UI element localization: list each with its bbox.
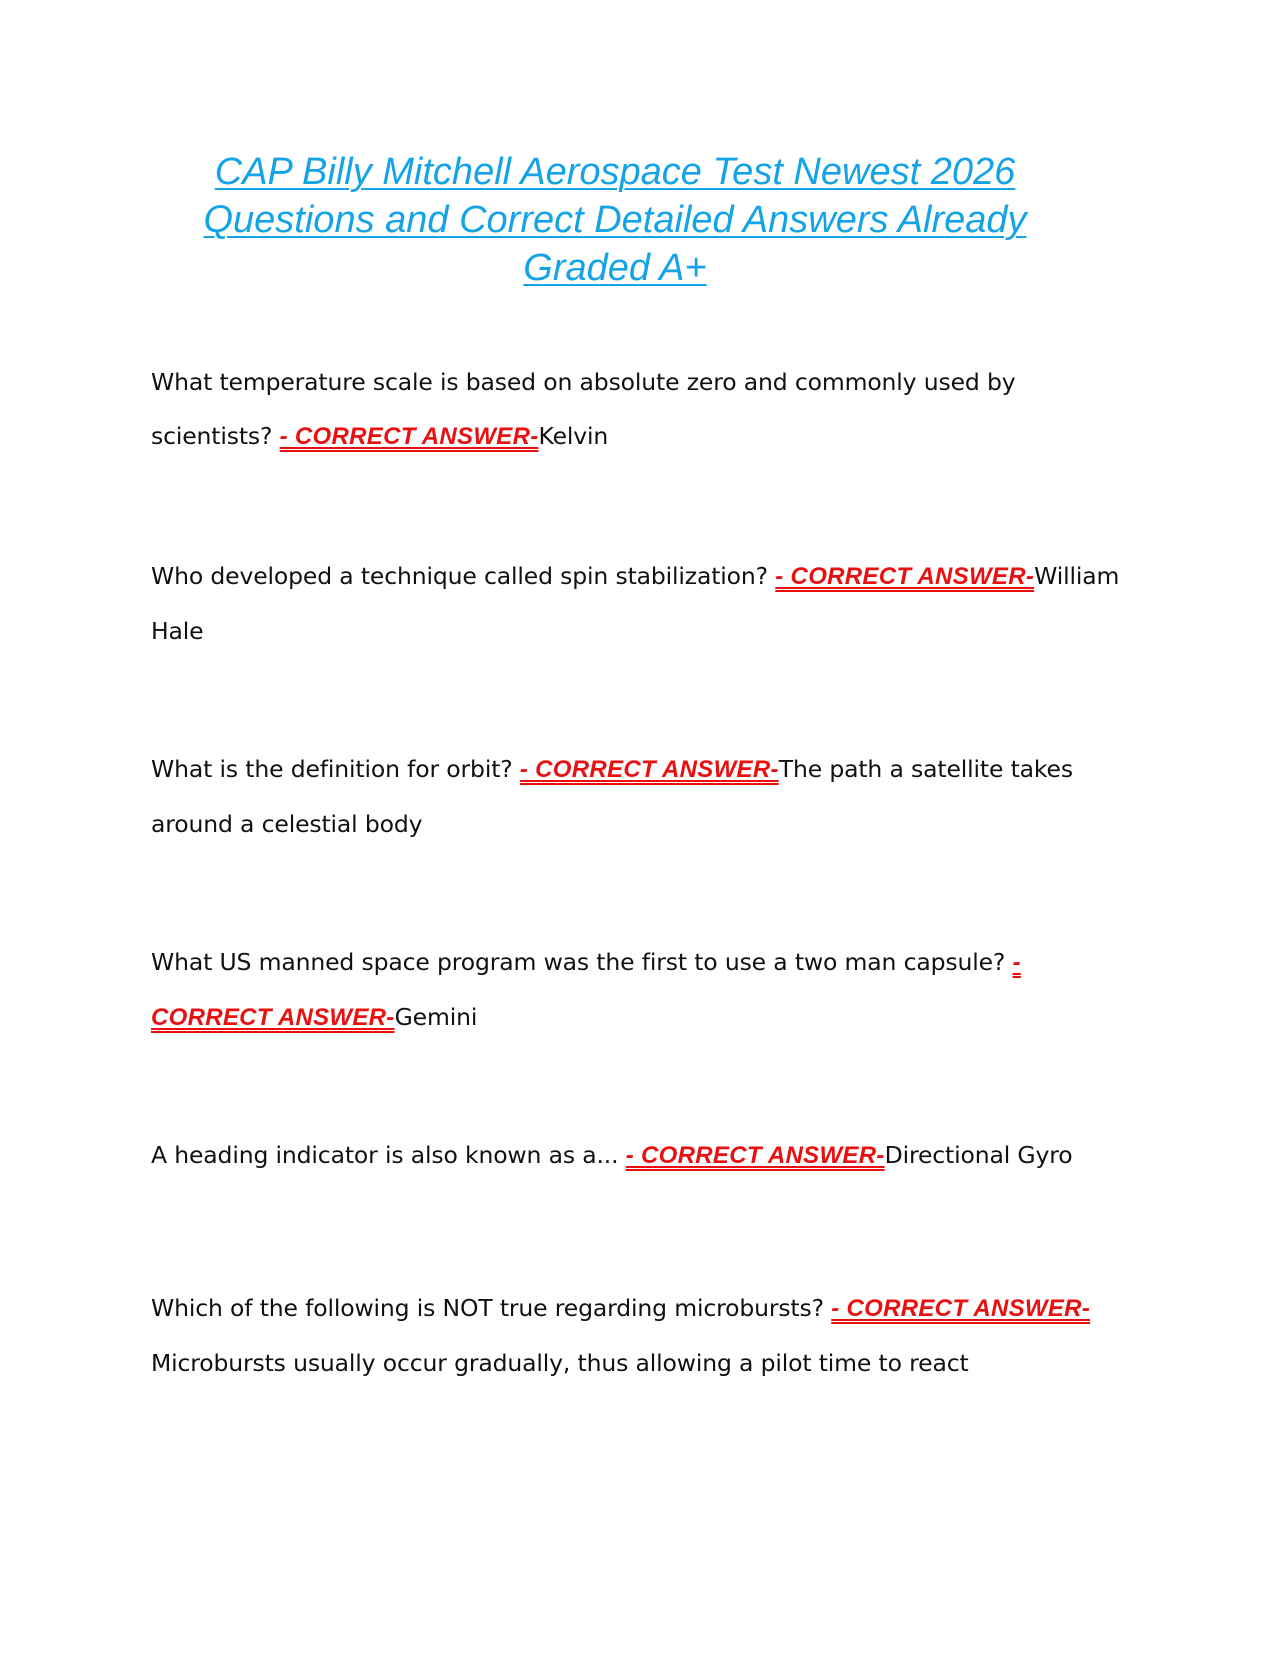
- answer-text: Directional Gyro: [884, 1141, 1073, 1169]
- question-text: A heading indicator is also known as a...: [151, 1141, 626, 1169]
- document-title: CAP Billy Mitchell Aerospace Test Newest 2026 Questions and Correct Detailed Answers Already Graded A+: [203, 151, 1027, 289]
- correct-answer-marker: - CORRECT ANSWER-: [775, 563, 1035, 590]
- correct-answer-marker: - CORRECT ANSWER-: [625, 1142, 885, 1169]
- question-text: What temperature scale is based on absolute zero and commonly used by scientists?: [151, 368, 1016, 450]
- answer-text: The path a satellite takes around a celestial body: [151, 755, 1073, 838]
- answer-text: Kelvin: [538, 422, 609, 450]
- correct-answer-marker: - CORRECT ANSWER-: [519, 756, 779, 783]
- correct-answer-marker: - CORRECT ANSWER-: [151, 949, 1021, 1031]
- qa-item-2: [151, 549, 1131, 658]
- answer-text: Microbursts usually occur gradually, thus allowing a pilot time to react: [151, 1349, 969, 1377]
- qa-item-4: [151, 935, 1131, 1045]
- qa-item-5: [151, 1128, 1131, 1183]
- answer-text: William Hale: [151, 562, 1120, 645]
- answer-text: Gemini: [394, 1003, 478, 1031]
- qa-item-3: [151, 742, 1131, 851]
- correct-answer-marker: - CORRECT ANSWER-: [831, 1295, 1091, 1322]
- qa-item-1: [151, 355, 1131, 464]
- question-text: Who developed a technique called spin stabilization?: [151, 562, 776, 590]
- qa-item-6: [151, 1281, 1131, 1390]
- question-text: Which of the following is NOT true regarding microbursts?: [151, 1294, 832, 1322]
- question-text: What is the definition for orbit?: [151, 755, 520, 783]
- question-text: What US manned space program was the first to use a two man capsule?: [151, 948, 1013, 976]
- correct-answer-marker: - CORRECT ANSWER-: [279, 423, 539, 450]
